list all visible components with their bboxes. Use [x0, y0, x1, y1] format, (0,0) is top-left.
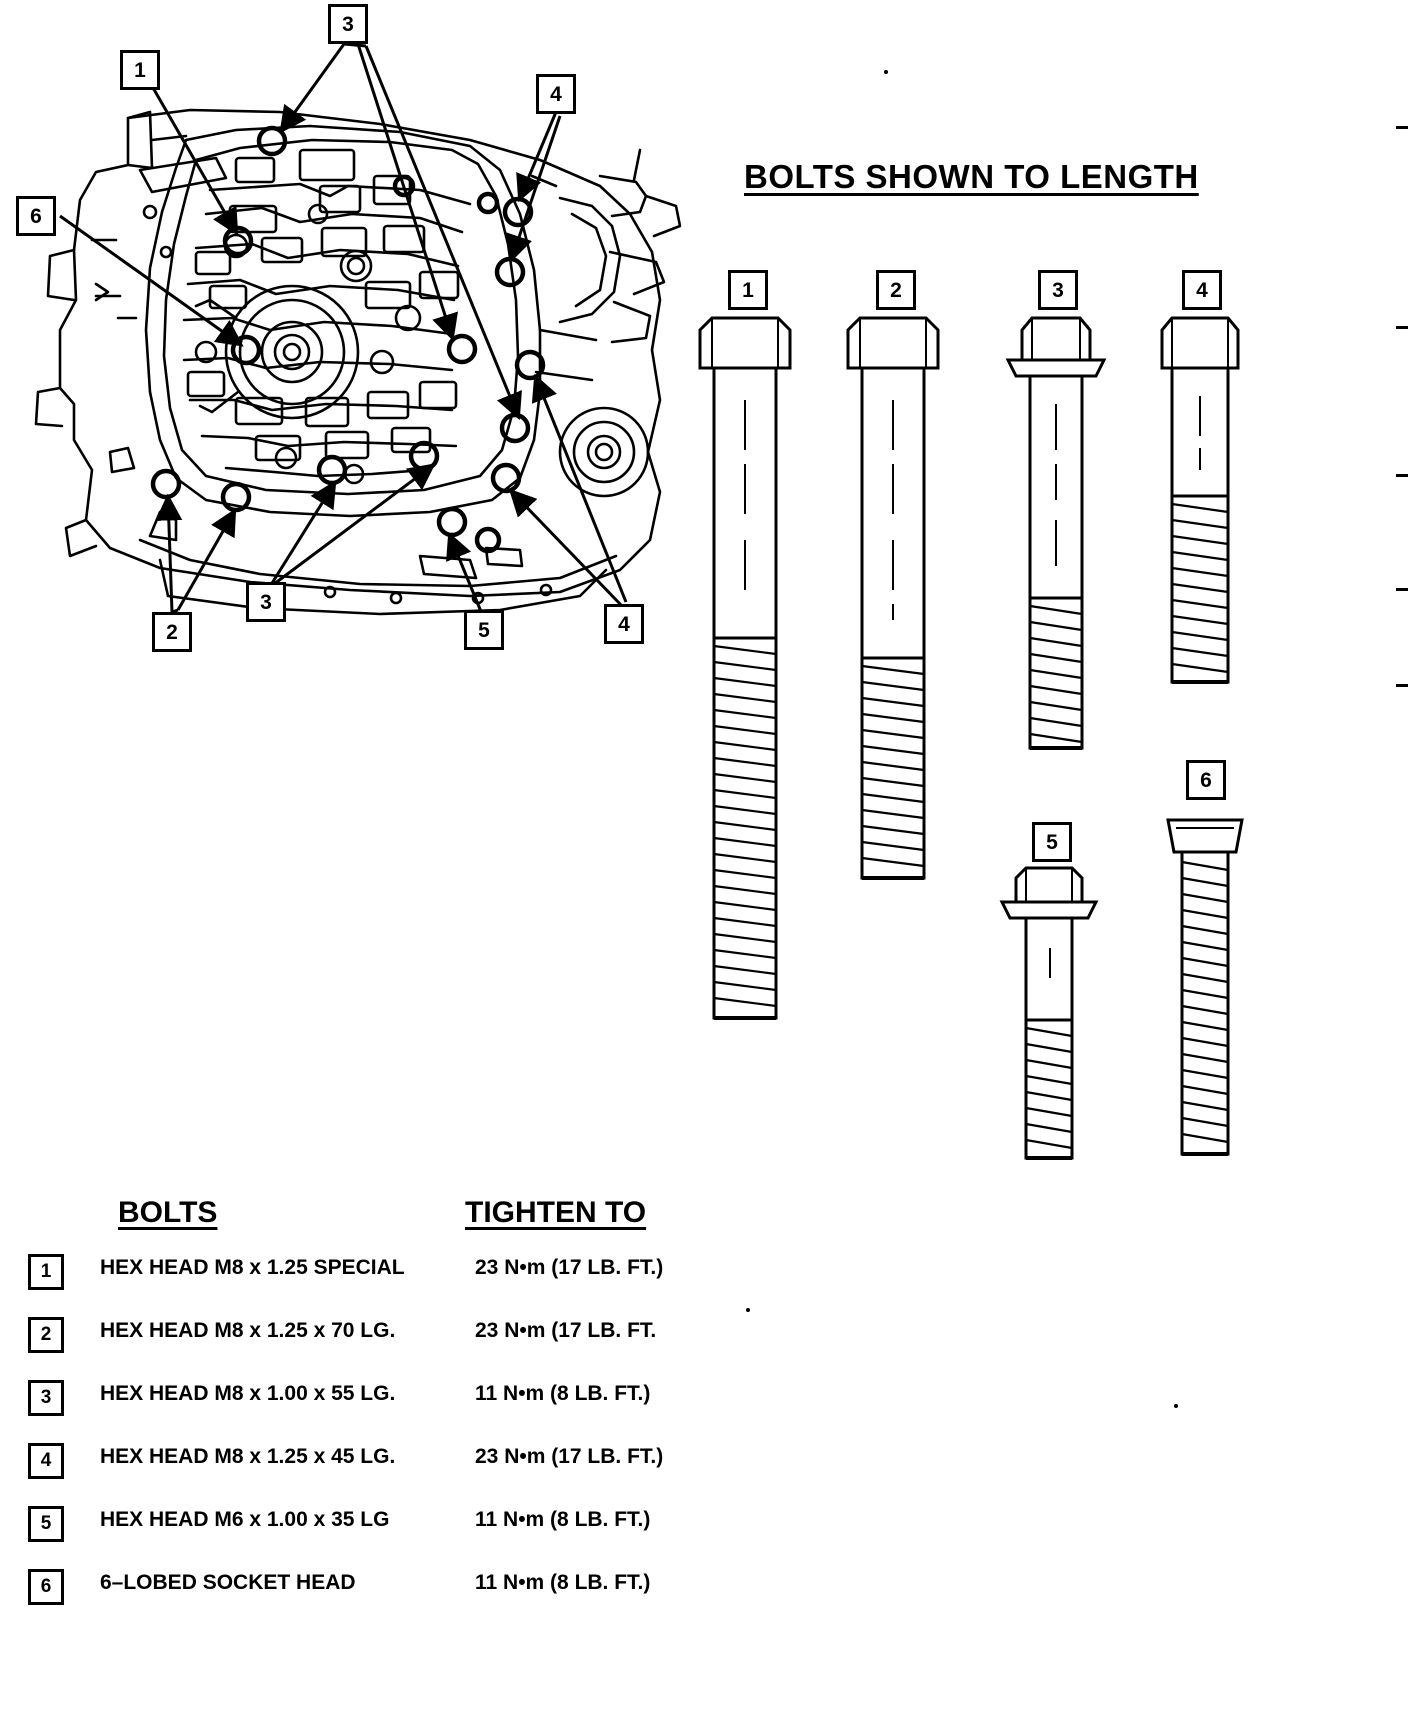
- bolt-hole: [449, 336, 475, 362]
- callout-3-bottom[interactable]: 3: [246, 582, 286, 622]
- bolt-label-3[interactable]: 3: [1038, 270, 1078, 310]
- registration-tick: [1396, 684, 1408, 687]
- bolt-label-4[interactable]: 4: [1182, 270, 1222, 310]
- row-torque: 11 N•m (8 LB. FT.): [475, 1382, 651, 1405]
- bolt-hole: [319, 457, 345, 483]
- table-row: [10, 1374, 770, 1437]
- row-number-badge: 1: [28, 1254, 64, 1290]
- table-row: [10, 1311, 770, 1374]
- row-number-badge: 5: [28, 1506, 64, 1542]
- row-description: HEX HEAD M6 x 1.00 x 35 LG: [100, 1508, 390, 1531]
- bolt-hole: [153, 471, 179, 497]
- row-number-badge: 2: [28, 1317, 64, 1353]
- table-header-row: [10, 1196, 770, 1248]
- row-description: HEX HEAD M8 x 1.00 x 55 LG.: [100, 1382, 396, 1405]
- row-description: HEX HEAD M8 x 1.25 SPECIAL: [100, 1256, 405, 1279]
- bolt-drawing-4: [1162, 318, 1238, 682]
- callout-2[interactable]: 2: [152, 612, 192, 652]
- bolt-hole: [439, 509, 465, 535]
- bolt-label-6[interactable]: 6: [1186, 760, 1226, 800]
- callout-6[interactable]: 6: [16, 196, 56, 236]
- bolt-drawing-5: [1002, 868, 1096, 1158]
- table-row: [10, 1437, 770, 1500]
- bolt-drawing-3: [1008, 318, 1104, 748]
- row-number-badge: 3: [28, 1380, 64, 1416]
- scan-speck: [1174, 1404, 1178, 1408]
- row-number-badge: 6: [28, 1569, 64, 1605]
- callout-4-bottom[interactable]: 4: [604, 604, 644, 644]
- column-header-tighten: TIGHTEN TO: [465, 1196, 647, 1229]
- row-torque: 23 N•m (17 LB. FT.: [475, 1319, 657, 1342]
- table-row: [10, 1563, 770, 1626]
- bolt-drawing-1: [700, 318, 790, 1018]
- row-torque: 11 N•m (8 LB. FT.): [475, 1508, 651, 1531]
- column-header-bolts: BOLTS: [118, 1196, 218, 1229]
- callout-4-top[interactable]: 4: [536, 74, 576, 114]
- callout-1[interactable]: 1: [120, 50, 160, 90]
- bolt-hole: [502, 415, 528, 441]
- bolt-label-1[interactable]: 1: [728, 270, 768, 310]
- registration-tick: [1396, 474, 1408, 477]
- row-torque: 23 N•m (17 LB. FT.): [475, 1445, 664, 1468]
- bolt-hole: [493, 465, 519, 491]
- row-description: 6–LOBED SOCKET HEAD: [100, 1571, 356, 1594]
- bolt-label-2[interactable]: 2: [876, 270, 916, 310]
- bolt-drawing-6: [1168, 820, 1242, 1154]
- callout-5[interactable]: 5: [464, 610, 504, 650]
- bolt-hole: [479, 194, 497, 212]
- bolt-hole: [259, 128, 285, 154]
- bolt-hole: [411, 443, 437, 469]
- bolt-drawing-2: [848, 318, 938, 878]
- scan-speck: [746, 1308, 750, 1312]
- registration-tick: [1396, 326, 1408, 329]
- row-torque: 11 N•m (8 LB. FT.): [475, 1571, 651, 1594]
- row-torque: 23 N•m (17 LB. FT.): [475, 1256, 664, 1279]
- row-description: HEX HEAD M8 x 1.25 x 70 LG.: [100, 1319, 396, 1342]
- callout-3-top[interactable]: 3: [328, 4, 368, 44]
- table-row: [10, 1248, 770, 1311]
- bolt-spec-table: [10, 1196, 770, 1626]
- table-row: [10, 1500, 770, 1563]
- registration-tick: [1396, 588, 1408, 591]
- row-number-badge: 4: [28, 1443, 64, 1479]
- row-description: HEX HEAD M8 x 1.25 x 45 LG.: [100, 1445, 396, 1468]
- bolts-shown-to-length-heading: BOLTS SHOWN TO LENGTH: [744, 158, 1199, 195]
- bolt-label-5[interactable]: 5: [1032, 822, 1072, 862]
- scan-speck: [884, 70, 888, 74]
- registration-tick: [1396, 126, 1408, 129]
